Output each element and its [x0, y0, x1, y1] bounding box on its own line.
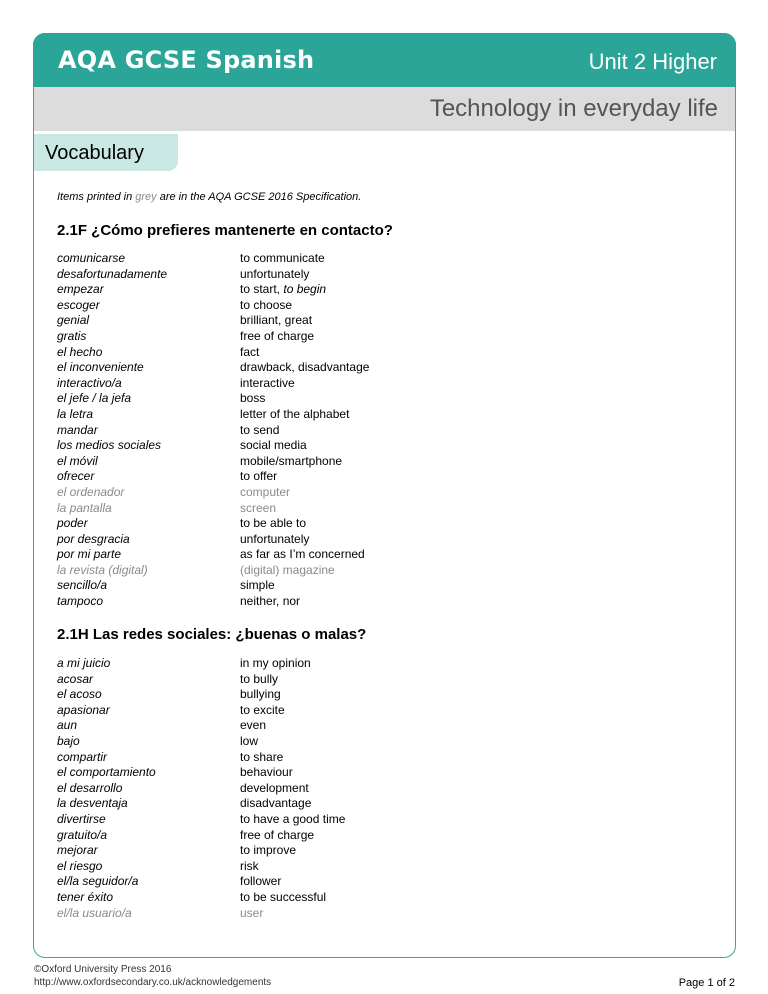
- english-translation-text: unfortunately: [240, 531, 310, 546]
- english-translation: [240, 890, 326, 906]
- english-translation: [240, 391, 265, 407]
- spanish-term: el desarrollo: [57, 780, 123, 795]
- spanish-term: por mi parte: [57, 547, 122, 562]
- vocab-row: [57, 718, 617, 734]
- vocab-row: [57, 376, 617, 392]
- english-translation: [240, 516, 306, 532]
- vocab-row: [57, 391, 617, 407]
- english-translation: [240, 718, 266, 734]
- vocab-row: [57, 765, 617, 781]
- spanish-term: mejorar: [57, 843, 98, 858]
- spanish-term: el acoso: [57, 687, 102, 702]
- spanish-term: poder: [57, 516, 88, 531]
- note-after: are in the AQA GCSE 2016 Specification.: [156, 191, 362, 203]
- english-translation-text: (digital) magazine: [240, 562, 335, 577]
- vocab-row: [57, 501, 617, 517]
- spanish-term: sencillo/a: [57, 578, 108, 593]
- english-translation: [240, 859, 259, 875]
- english-translation-text: to excite: [240, 702, 285, 717]
- english-translation-text: fact: [240, 344, 260, 359]
- vocab-row: [57, 532, 617, 548]
- english-translation-text: follower: [240, 874, 282, 889]
- english-translation-text: to be successful: [240, 889, 327, 904]
- english-translation: [240, 313, 312, 329]
- vocab-row: [57, 407, 617, 423]
- english-translation: [240, 438, 307, 454]
- spanish-term: el comportamiento: [57, 765, 156, 780]
- vocab-row: [57, 796, 617, 812]
- english-translation-text: bullying: [240, 687, 281, 702]
- spanish-term: ofrecer: [57, 469, 95, 484]
- vocab-row: [57, 267, 617, 283]
- english-translation-text: to communicate: [240, 251, 325, 265]
- english-translation: [240, 812, 345, 828]
- english-translation: [240, 298, 292, 314]
- vocab-row: [57, 423, 617, 439]
- english-translation-text: unfortunately: [240, 266, 310, 281]
- english-translation: [240, 874, 281, 890]
- english-translation-text: letter of the alphabet: [240, 406, 350, 421]
- vocabulary-tab: [34, 134, 178, 171]
- english-translation: [240, 360, 369, 376]
- spanish-term: la desventaja: [57, 796, 128, 811]
- english-translation: [240, 796, 311, 812]
- vocab-row: [57, 547, 617, 563]
- english-translation-text: computer: [240, 484, 291, 499]
- vocab-row: [57, 438, 617, 454]
- spanish-term: comunicarse: [57, 251, 126, 265]
- spanish-term: tampoco: [57, 594, 104, 609]
- vocab-row: [57, 454, 617, 470]
- vocab-row: [57, 313, 617, 329]
- spanish-term: el/la seguidor/a: [57, 874, 139, 889]
- vocab-row: [57, 812, 617, 828]
- english-translation: [240, 578, 275, 594]
- spanish-term: tener éxito: [57, 889, 114, 904]
- english-translation: [240, 532, 309, 548]
- vocab-row: [57, 890, 617, 906]
- vocab-row: [57, 563, 617, 579]
- vocab-row: [57, 251, 617, 267]
- english-translation: [240, 407, 349, 423]
- english-translation: [240, 251, 325, 267]
- english-translation-text: low: [240, 733, 259, 748]
- english-translation-text: to start,: [240, 282, 284, 297]
- spanish-term: a mi juicio: [57, 656, 111, 670]
- english-translation: [240, 734, 258, 750]
- vocab-row: [57, 874, 617, 890]
- spanish-term: interactivo/a: [57, 375, 122, 390]
- spanish-term: el riesgo: [57, 858, 103, 873]
- english-translation-text: to share: [240, 749, 284, 764]
- vocab-row: [57, 687, 617, 703]
- spanish-term: el inconveniente: [57, 360, 144, 375]
- english-translation-text: behaviour: [240, 765, 293, 780]
- english-translation-text: to offer: [240, 469, 278, 484]
- english-translation: [240, 282, 326, 298]
- english-translation: [240, 672, 278, 688]
- english-translation: [240, 469, 277, 485]
- english-translation-text: to improve: [240, 843, 297, 858]
- spanish-term: acosar: [57, 671, 94, 686]
- spanish-term: compartir: [57, 749, 108, 764]
- spanish-term: desafortunadamente: [57, 266, 168, 281]
- vocab-row: [57, 282, 617, 298]
- vocab-row: [57, 703, 617, 719]
- english-translation: [240, 267, 309, 283]
- spanish-term: gratis: [57, 328, 87, 343]
- spanish-term: mandar: [57, 422, 98, 437]
- english-translation: [240, 547, 365, 563]
- english-translation-text: interactive: [240, 375, 295, 390]
- english-translation: [240, 828, 314, 844]
- topic-title: Technology in everyday life: [429, 95, 718, 122]
- spanish-term: la letra: [57, 406, 94, 421]
- english-translation-text: social media: [240, 438, 307, 453]
- spanish-term: aun: [57, 718, 78, 733]
- vocab-row: [57, 345, 617, 361]
- english-translation-text: screen: [240, 500, 277, 515]
- section-heading-2-1f: 2.1F ¿Cómo prefieres mantenerte en contacto?: [57, 222, 393, 239]
- vocab-row: [57, 298, 617, 314]
- spanish-term: gratuito/a: [57, 827, 108, 842]
- spanish-term: el/la usuario/a: [57, 905, 132, 920]
- vocab-row: [57, 469, 617, 485]
- spanish-term: escoger: [57, 297, 100, 312]
- english-translation-text: disadvantage: [240, 796, 312, 811]
- english-translation-text: free of charge: [240, 328, 315, 343]
- spanish-term: divertirse: [57, 811, 106, 826]
- note-before: Items printed in: [57, 191, 136, 203]
- english-translation: [240, 750, 283, 766]
- vocab-list-2-1h: [57, 656, 617, 921]
- english-translation-text: risk: [240, 858, 259, 873]
- vocab-row: [57, 656, 617, 672]
- english-translation-text: to bully: [240, 671, 279, 686]
- spanish-term: el hecho: [57, 344, 103, 359]
- vocab-row: [57, 859, 617, 875]
- spanish-term: los medios sociales: [57, 438, 162, 453]
- specification-note: [57, 191, 361, 203]
- english-translation-text: neither, nor: [240, 594, 301, 609]
- english-translation: [240, 501, 276, 517]
- english-translation: [240, 563, 335, 579]
- spanish-term: por desgracia: [57, 531, 130, 546]
- copyright-text: ©Oxford University Press 2016: [34, 964, 172, 975]
- vocab-row: [57, 843, 617, 859]
- english-translation: [240, 703, 285, 719]
- english-translation: [240, 781, 309, 797]
- english-translation-text: to choose: [240, 297, 293, 312]
- unit-label: Unit 2 Higher: [588, 49, 717, 74]
- page-number: Page 1 of 2: [678, 977, 735, 989]
- english-translation: [240, 454, 342, 470]
- english-translation: [240, 345, 259, 361]
- vocab-row: [57, 594, 617, 610]
- english-translation-text: in my opinion: [240, 656, 311, 670]
- vocab-row: [57, 360, 617, 376]
- spanish-term: empezar: [57, 282, 104, 297]
- vocab-row: [57, 672, 617, 688]
- english-translation-alt: to begin: [283, 282, 327, 297]
- english-translation-text: free of charge: [240, 827, 315, 842]
- english-translation-text: user: [240, 905, 264, 920]
- vocab-row: [57, 781, 617, 797]
- vocab-list-2-1f: [57, 251, 617, 610]
- english-translation-text: even: [240, 718, 267, 733]
- spanish-term: el jefe / la jefa: [57, 391, 132, 406]
- english-translation: [240, 765, 293, 781]
- spanish-term: el móvil: [57, 453, 98, 468]
- english-translation-text: boss: [240, 391, 266, 406]
- spanish-term: genial: [57, 313, 90, 328]
- english-translation: [240, 687, 281, 703]
- spanish-term: la revista (digital): [57, 562, 148, 577]
- vocab-row: [57, 750, 617, 766]
- english-translation: [240, 376, 295, 392]
- vocabulary-tab-label: Vocabulary: [45, 142, 144, 164]
- english-translation-text: to be able to: [240, 516, 307, 531]
- english-translation: [240, 906, 263, 922]
- spanish-term: apasionar: [57, 702, 110, 717]
- english-translation-text: to send: [240, 422, 280, 437]
- english-translation-text: drawback, disadvantage: [240, 360, 370, 375]
- english-translation: [240, 423, 279, 439]
- english-translation: [240, 843, 296, 859]
- vocab-row: [57, 516, 617, 532]
- english-translation: [240, 656, 311, 672]
- spanish-term: el ordenador: [57, 484, 125, 499]
- english-translation-text: to have a good time: [240, 811, 346, 826]
- english-translation-text: as far as I’m concerned: [240, 547, 365, 562]
- english-translation-text: brilliant, great: [240, 313, 313, 328]
- english-translation: [240, 485, 290, 501]
- brand-title: AQA GCSE Spanish: [58, 46, 315, 74]
- spanish-term: la pantalla: [57, 500, 112, 515]
- footer-credit: [34, 963, 271, 989]
- spanish-term: bajo: [57, 733, 80, 748]
- note-grey-word: grey: [135, 191, 157, 203]
- vocab-row: [57, 329, 617, 345]
- vocab-row: [57, 734, 617, 750]
- english-translation: [240, 329, 314, 345]
- vocab-row: [57, 906, 617, 922]
- vocab-row: [57, 485, 617, 501]
- english-translation-text: development: [240, 780, 309, 795]
- section-heading-2-1h: 2.1H Las redes sociales: ¿buenas o malas?: [57, 626, 367, 643]
- vocab-row: [57, 828, 617, 844]
- vocab-row: [57, 578, 617, 594]
- acknowledgements-url: http://www.oxfordsecondary.co.uk/acknowledgements: [34, 977, 272, 988]
- english-translation: [240, 594, 300, 610]
- english-translation-text: mobile/smartphone: [240, 453, 343, 468]
- english-translation-text: simple: [240, 578, 275, 593]
